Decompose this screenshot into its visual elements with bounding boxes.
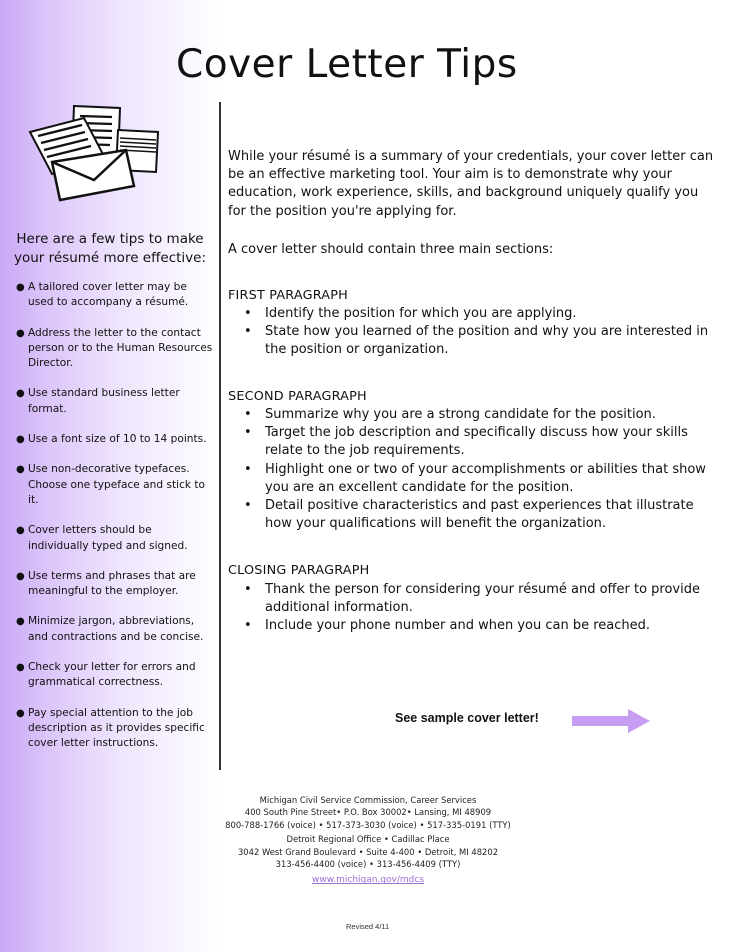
bullet-icon: ● [16,434,25,446]
bullet-icon: • [244,618,252,634]
bullet-icon: • [244,582,252,597]
bullet-icon: ● [16,464,25,476]
list-item: • Include your phone number and when you can be reached. [228,617,723,635]
list-item: ● Use standard business letter format. [16,387,180,415]
bullet-icon: ● [16,282,25,293]
bullet-icon: • [244,324,252,340]
closing-paragraph-list [228,581,723,636]
list-item: • Detail positive characteristics and past experiences that illustrate how your qualifications will benefit the organization. [244,498,694,532]
bullet-icon: ● [16,525,25,537]
section-heading-closing: CLOSING PARAGRAPH [228,563,370,578]
intro-paragraph: While your résumé is a summary of your credentials, your cover letter can be an effective marketing tool. Your aim is to demonstrate why your education, work experience, skills, and background uniquely qualify you for the position you're applying for. [228,149,714,219]
list-item: ● A tailored cover letter may be used to accompany a résumé. [16,281,189,309]
page-title: Cover Letter Tips [176,42,518,87]
bullet-icon: • [244,461,252,477]
section-heading-second: SECOND PARAGRAPH [228,389,367,404]
bullet-icon: • [244,498,252,514]
list-item: ● Minimize jargon, abbreviations, and contractions and be concise. [16,615,204,643]
list-item: ● Cover letters should be individually typed and signed. [16,524,188,552]
second-paragraph-list [228,406,723,533]
list-item: ● Address the letter to the contact person or to the Human Resources Director. [16,326,213,370]
bullet-icon: • [244,425,252,441]
bullet-icon: ● [16,327,25,339]
list-item: ● Use a font size of 10 to 14 points. [14,432,214,447]
list-item: • Thank the person for considering your résumé and offer to provide additional information. [244,582,700,616]
list-item: ● Pay special attention to the job description as it provides specific cover letter instructions. [16,706,205,750]
sample-cover-letter-link[interactable]: See sample cover letter! [395,711,539,725]
column-divider [219,102,221,770]
website-link[interactable]: www.michigan.gov/mdcs [311,875,425,886]
bullet-icon: ● [16,662,25,674]
list-item: • Identify the position for which you are applying. [228,305,723,323]
list-item: ● Check your letter for errors and grammatical correctness. [16,661,196,689]
bullet-icon: • [244,306,252,321]
arrow-right-icon[interactable] [570,708,652,734]
intro-block [228,148,718,259]
bullet-icon: • [244,407,252,422]
list-item: ● Use non-decorative typefaces. Choose one typeface and stick to it. [16,463,206,506]
list-item: • State how you learned of the position and why you are interested in the position or organization. [244,324,709,358]
list-item: • Summarize why you are a strong candidate for the position. [228,406,723,424]
tips-heading: Here are a few tips to make your résumé more effective: [13,231,207,266]
bullet-icon: ● [16,616,25,628]
letter-envelope-icon [22,100,162,210]
bullet-icon: ● [16,707,25,719]
footer: Michigan Civil Service Commission, Career Services 400 South Pine Street• P.O. Box 30002• Lansing, MI 48909 800-788-1766 (voice) • 517-373-3030 (voice) • 517-335-0191 (TTY) Detroit Regional Office • Cadillac Place 3042 West Grand Boulevard • Suite 4-400 • Detroit, MI 48202 313-456-4400 (voice) • 313-456-4409 (TTY) www.michigan.gov/mdcs [225,795,511,886]
list-item: • Target the job description and specifically discuss how your skills relate to the job requirements. [244,425,688,459]
bullet-icon: ● [16,388,25,400]
list-item: • Highlight one or two of your accomplishments or abilities that show you are an excellent candidate for the position. [244,461,706,495]
sections-intro: A cover letter should contain three main sections: [228,241,554,257]
section-heading-first: FIRST PARAGRAPH [228,288,348,303]
list-item: ● Use terms and phrases that are meaningful to the employer. [16,569,196,598]
revised-date: Revised 4/11 [346,922,390,931]
bullet-icon: ● [16,570,25,582]
tips-list [14,280,214,752]
first-paragraph-list [228,305,723,360]
